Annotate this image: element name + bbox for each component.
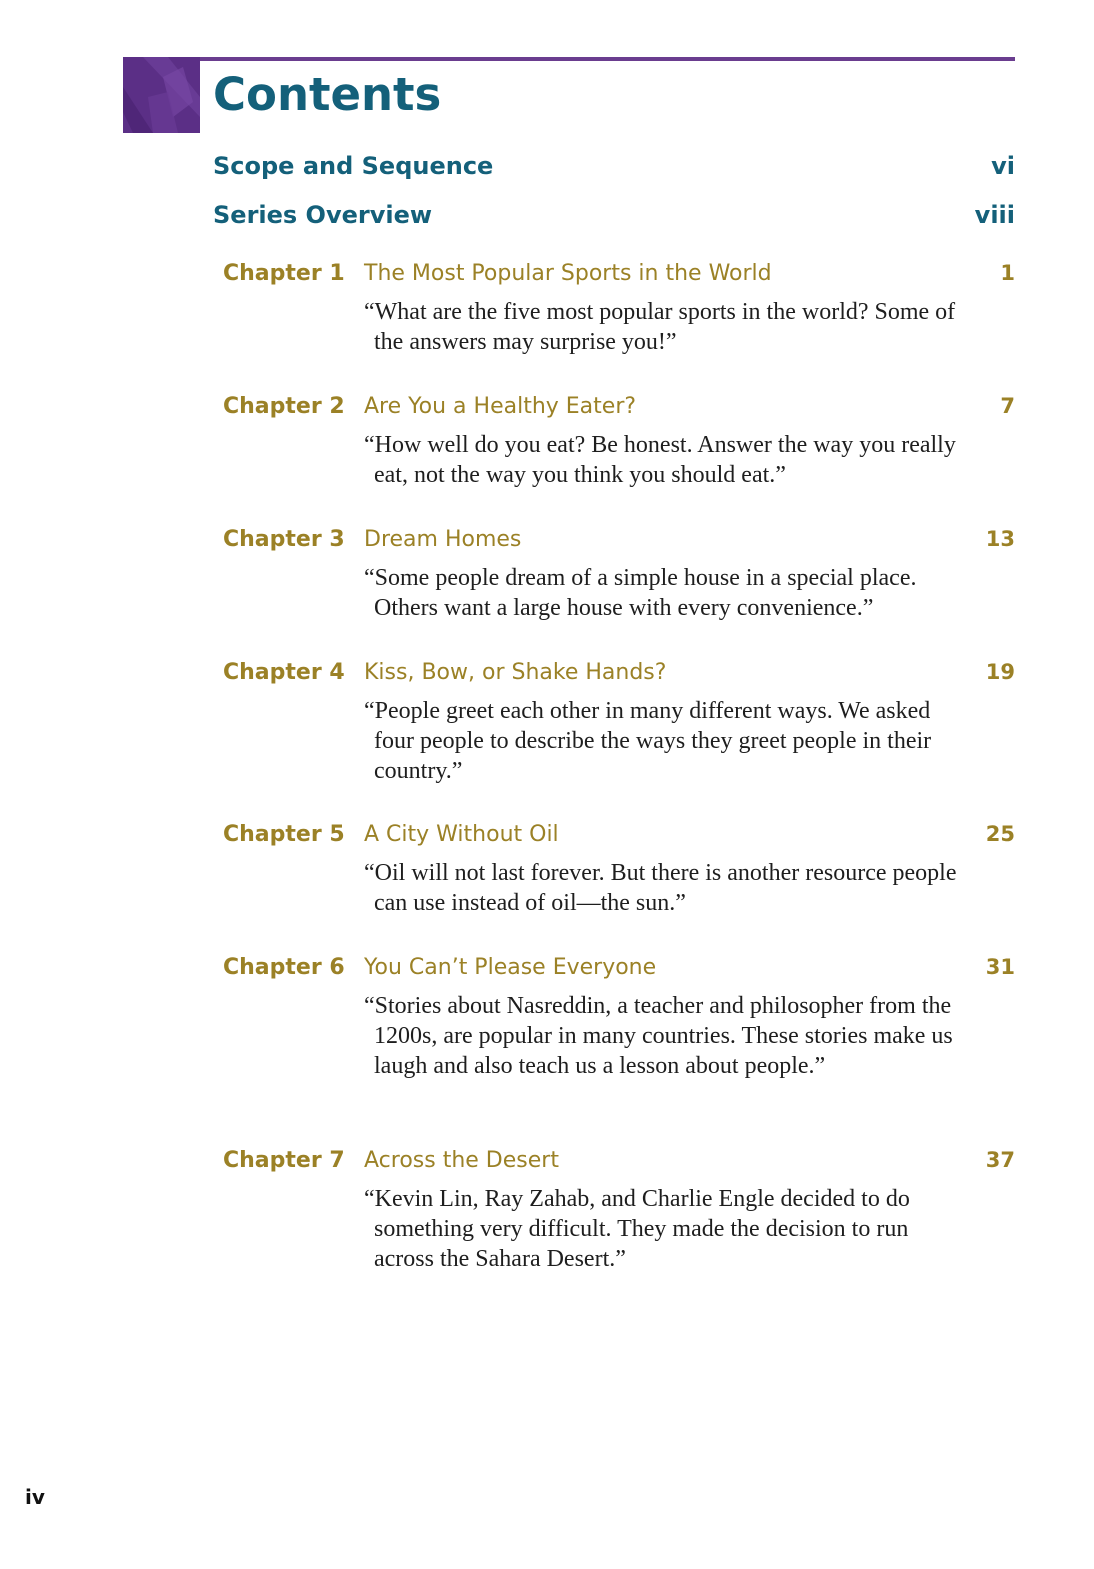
chapter-label: Chapter 1 [223,261,345,286]
chapter-page-number: 7 [1000,394,1015,418]
chapter-title: Across the Desert [364,1148,559,1173]
chapter-title: Are You a Healthy Eater? [364,394,637,419]
chapter-page-number: 13 [985,527,1015,551]
chapter-description: “Oil will not last forever. But there is another resource people can use instead of oil—the sun.” [364,860,957,916]
chapter-label: Chapter 3 [223,527,345,552]
toc-entry-scope-and-sequence[interactable] [213,152,1015,180]
chapter-title: The Most Popular Sports in the World [364,261,772,286]
header-rule [200,57,1015,61]
toc-entry-page: viii [974,201,1015,229]
chapter-description: “Kevin Lin, Ray Zahab, and Charlie Engle decided to do something very difficult. They made the decision to run across the Sahara Desert.” [364,1186,910,1272]
header-pattern-graphic [123,57,200,133]
chapter-title: Dream Homes [364,527,522,552]
chapter-page-number: 31 [985,955,1015,979]
chapter-page-number: 37 [985,1148,1015,1172]
chapter-title: Kiss, Bow, or Shake Hands? [364,660,667,685]
chapter-description: “People greet each other in many different ways. We asked four people to describe the ways they greet people in their country.” [364,698,932,784]
chapter-label: Chapter 5 [223,822,345,847]
footer-page-number: iv [25,1485,45,1509]
toc-entry-label: Series Overview [213,201,433,229]
chapter-description: “Stories about Nasreddin, a teacher and philosopher from the 1200s, are popular in many countries. These stories make us laugh and also teach us a lesson about people.” [364,993,953,1079]
page-title: Contents [213,68,442,121]
chapter-label: Chapter 4 [223,660,345,685]
chapter-description: “How well do you eat? Be honest. Answer the way you really eat, not the way you think you should eat.” [364,432,956,488]
chapter-page-number: 1 [1000,261,1015,285]
toc-entry-series-overview[interactable] [213,201,1015,229]
chapter-label: Chapter 2 [223,394,345,419]
toc-entry-label: Scope and Sequence [213,152,494,180]
chapter-description: “Some people dream of a simple house in a special place. Others want a large house with every convenience.” [364,565,917,621]
chapter-description: “What are the five most popular sports in the world? Some of the answers may surprise you!” [364,299,956,355]
chapter-label: Chapter 6 [223,955,345,980]
chapter-page-number: 19 [985,660,1015,684]
chapter-title: You Can’t Please Everyone [364,955,657,980]
chapter-page-number: 25 [985,822,1015,846]
chapter-title: A City Without Oil [364,822,559,847]
header-accent-block [123,57,200,133]
chapter-label: Chapter 7 [223,1148,345,1173]
toc-entry-page: vi [991,152,1015,180]
